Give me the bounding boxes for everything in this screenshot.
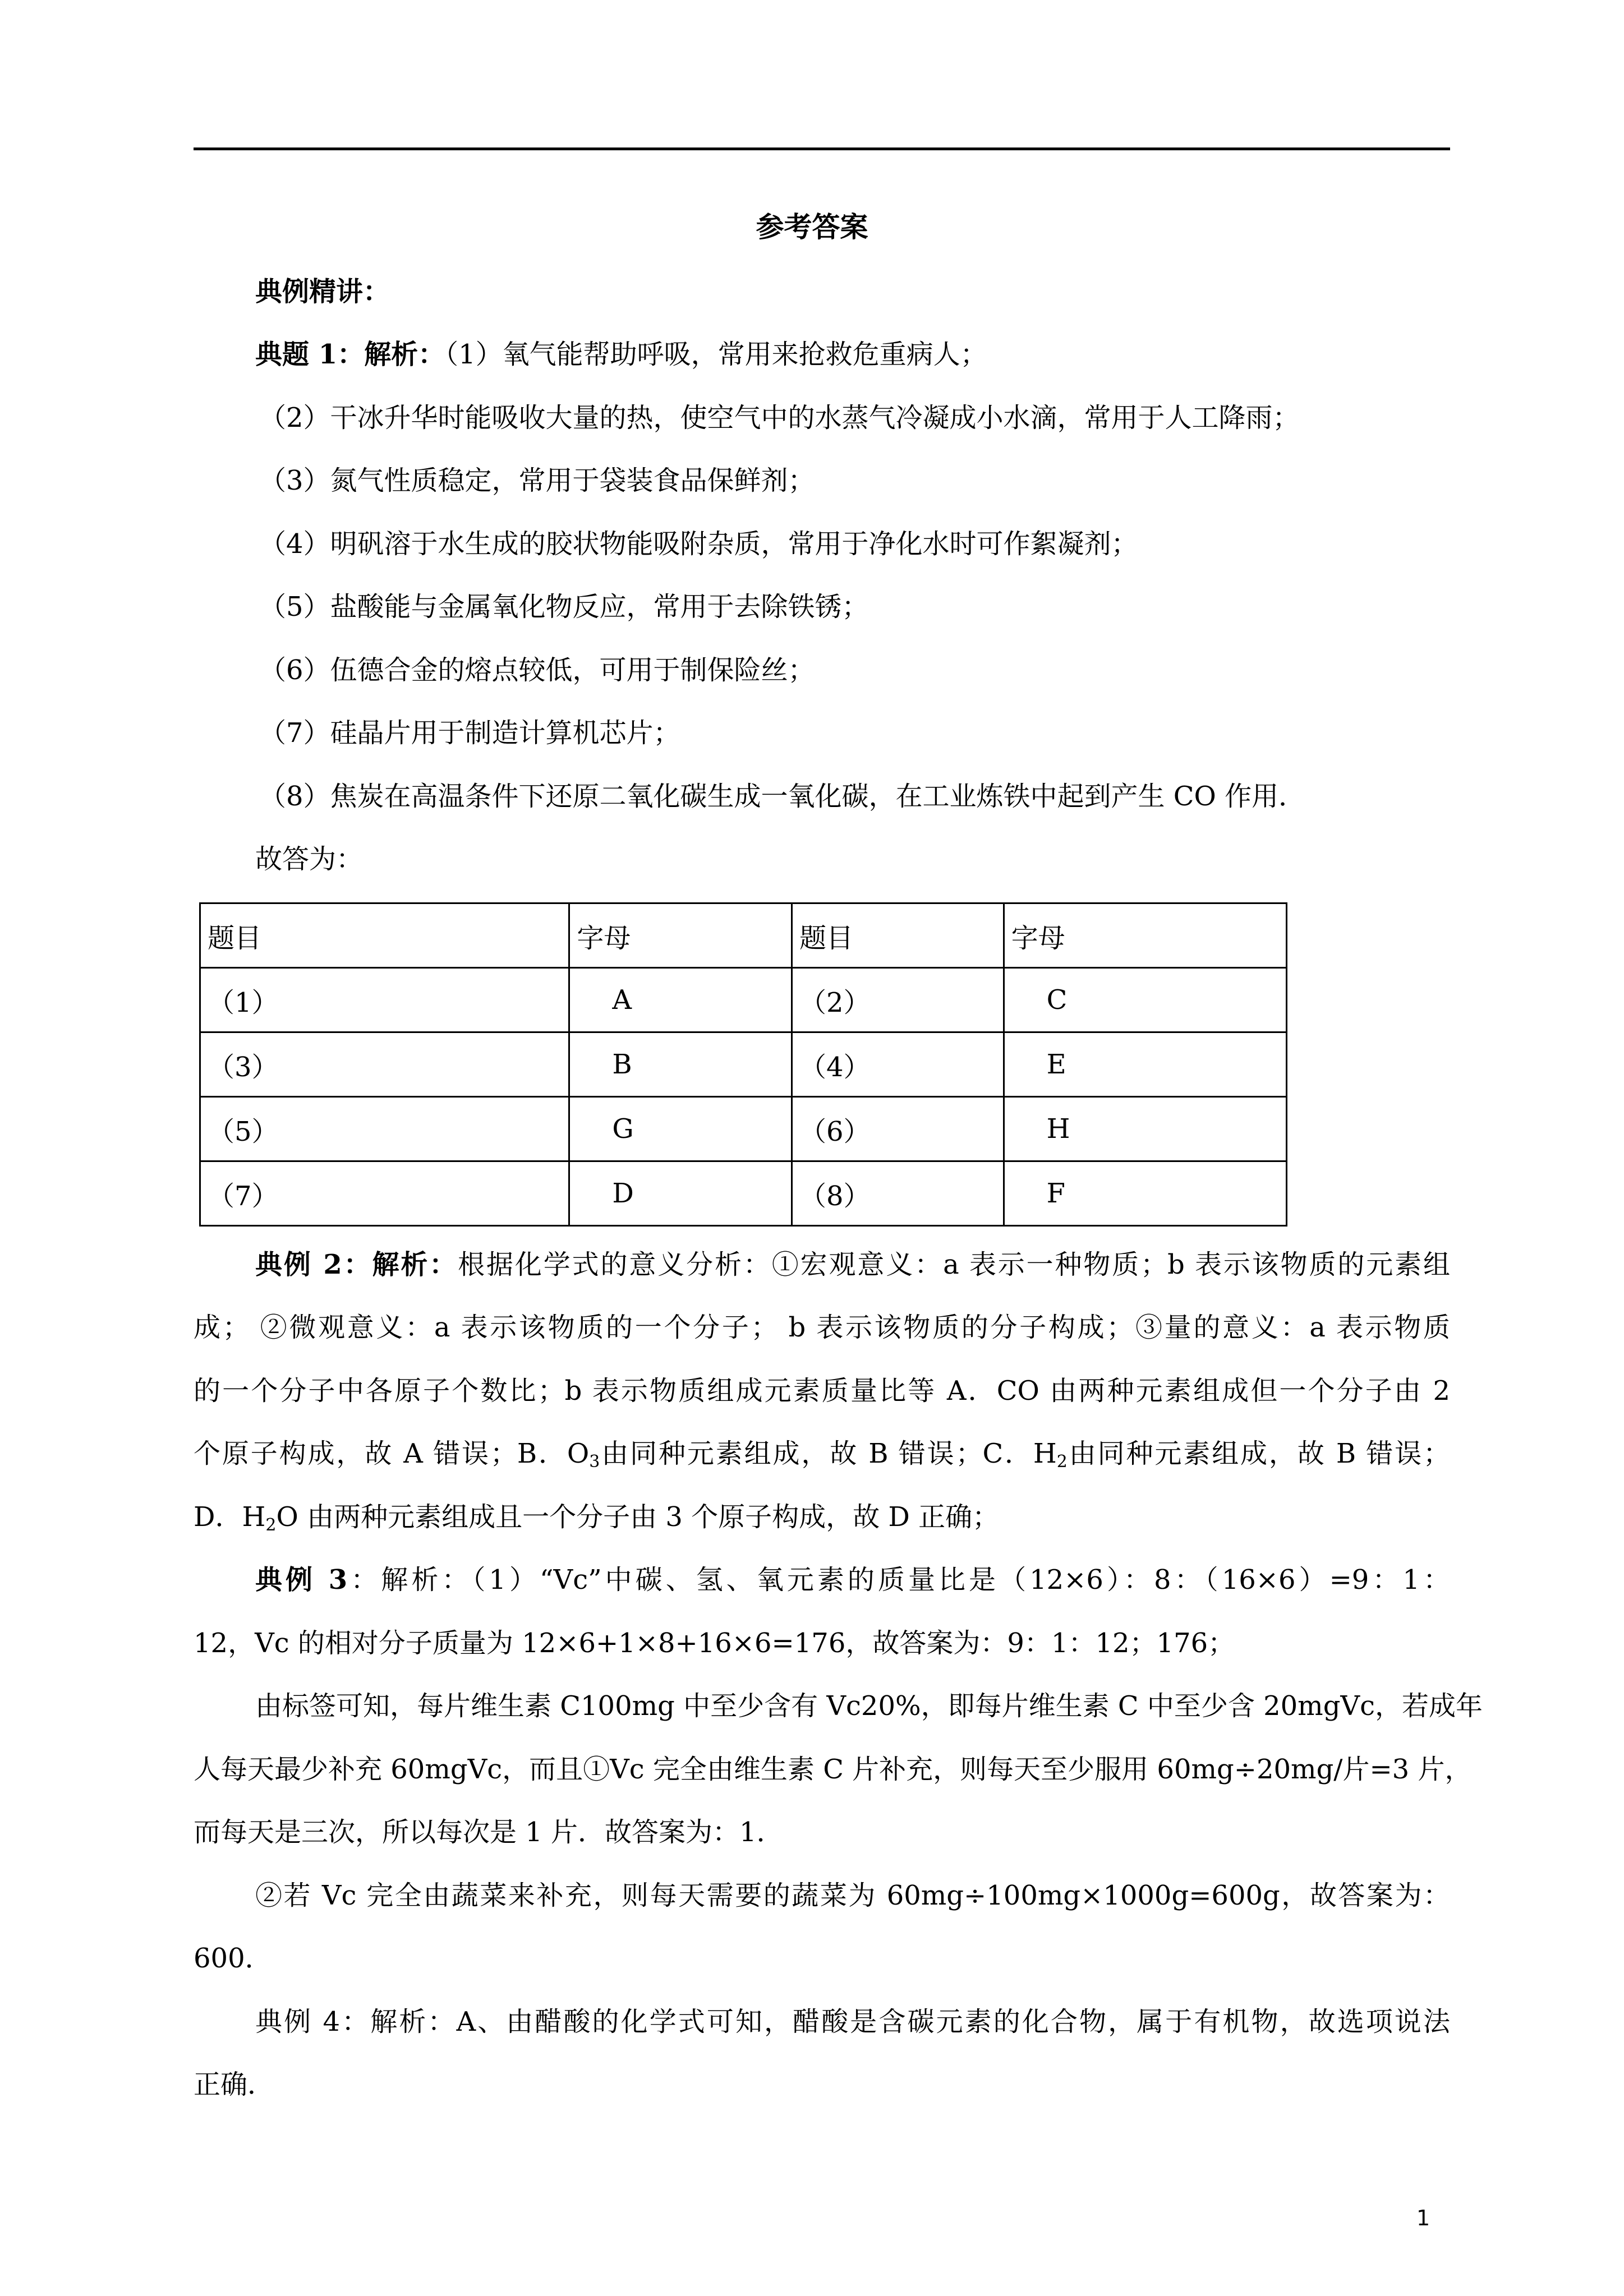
- example4-line-2: 正确．: [194, 2069, 275, 2100]
- table-row: [200, 1032, 1287, 1097]
- example2-text: 由同种元素组成，故 B 错误；C．H: [600, 1438, 1057, 1469]
- letter-cell: H: [1004, 1097, 1286, 1161]
- letter-cell: E: [1004, 1032, 1286, 1097]
- example3-line-5: 而每天是三次，所以每次是 1 片．故答案为：1．: [194, 1816, 784, 1848]
- example2-line-5: [194, 1497, 1450, 1537]
- header-rule: [194, 147, 1450, 150]
- letter-cell: A: [569, 968, 792, 1032]
- example2-line-1: [255, 1245, 1450, 1284]
- letter-cell: D: [569, 1161, 792, 1226]
- section-heading: 典例精讲：: [255, 276, 390, 307]
- example2-line-2: 成； ②微观意义：a 表示该物质的一个分子； b 表示该物质的分子构成；③量的意义：a 表示物质: [194, 1312, 1450, 1343]
- example1-first-line: [255, 335, 1450, 374]
- question-cell: （4）: [792, 1032, 1004, 1097]
- example2-text: 根据化学式的意义分析：①宏观意义：a 表示一种物质；b 表示该物质的元素组: [458, 1249, 1450, 1280]
- example2-text: 个原子构成，故 A 错误；B．O: [194, 1438, 590, 1469]
- example2-line-3: 的一个分子中各原子个数比；b 表示物质组成元素质量比等 A．CO 由两种元素组成但一个分子由 2: [194, 1375, 1450, 1407]
- example1-item-2: （2）干冰升华时能吸收大量的热，使空气中的水蒸气冷凝成小水滴，常用于人工降雨；: [259, 402, 1300, 434]
- table-header-cell: 题目: [792, 903, 1004, 968]
- table-header-cell: 题目: [200, 903, 569, 968]
- table-header-row: [200, 903, 1287, 968]
- example2-text: O 由两种元素组成且一个分子由 3 个原子构成，故 D 正确；: [276, 1501, 1000, 1533]
- example1-item-3: （3）氮气性质稳定，常用于袋装食品保鲜剂；: [259, 465, 815, 496]
- example3-text: ：解析：（1）“Vc”中碳、氢、氧元素的质量比是（12×6）：8：（16×6）=9：1：: [347, 1564, 1450, 1596]
- example1-item-1: （1）氧气能帮助呼吸，常用来抢救危重病人；: [445, 339, 987, 370]
- example3-line-3: 由标签可知，每片维生素 C100mg 中至少含有 Vc20%，即每片维生素 C 中至少含 20mgVc，若成年: [255, 1690, 1483, 1722]
- subscript: 3: [589, 1452, 600, 1472]
- letter-cell: C: [1004, 968, 1286, 1032]
- question-cell: （6）: [792, 1097, 1004, 1161]
- example3-line-4: 人每天最少补充 60mgVc，而且①Vc 完全由维生素 C 片补充，则每天至少服用 60mg÷20mg/片=3 片，: [194, 1754, 1472, 1785]
- example3-line-2: 12，Vc 的相对分子质量为 12×6+1×8+16×6=176，故答案为：9：1：12；176；: [194, 1628, 1235, 1659]
- example3-line-1: [255, 1560, 1450, 1599]
- subscript: 2: [1056, 1452, 1068, 1472]
- question-cell: （8）: [792, 1161, 1004, 1226]
- question-cell: （3）: [200, 1032, 569, 1097]
- subscript: 2: [265, 1515, 277, 1535]
- example2-text: D．H: [194, 1501, 266, 1533]
- answer-intro: 故答为：: [255, 843, 364, 875]
- example2-label: 典例 2：解析：: [255, 1249, 458, 1280]
- example1-item-4: （4）明矾溶于水生成的胶状物能吸附杂质，常用于净化水时可作絮凝剂；: [259, 528, 1138, 560]
- example1-item-5: （5）盐酸能与金属氧化物反应，常用于去除铁锈；: [259, 591, 869, 623]
- page-title: 参考答案: [756, 210, 868, 243]
- example1-item-8: （8）焦炭在高温条件下还原二氧化碳生成一氧化碳，在工业炼铁中起到产生 CO 作用．: [259, 781, 1306, 812]
- table-header-cell: 字母: [1004, 903, 1286, 968]
- example1-label: 典题 1：解析：: [255, 339, 445, 370]
- answer-table: [199, 902, 1287, 1227]
- example1-item-6: （6）伍德合金的熔点较低，可用于制保险丝；: [259, 654, 815, 686]
- table-row: [200, 1097, 1287, 1161]
- example3-line-6: ②若 Vc 完全由蔬菜来补充，则每天需要的蔬菜为 60mg÷100mg×1000g=600g，故答案为：: [255, 1880, 1450, 1911]
- example2-line-4: [194, 1434, 1450, 1473]
- example4-line-1: 典例 4：解析：A、由醋酸的化学式可知，醋酸是含碳元素的化合物，属于有机物，故选项说法: [255, 2006, 1450, 2037]
- question-cell: （5）: [200, 1097, 569, 1161]
- letter-cell: F: [1004, 1161, 1286, 1226]
- page-number: 1: [1416, 2206, 1430, 2230]
- example3-line-7: 600．: [194, 1943, 272, 1974]
- question-cell: （7）: [200, 1161, 569, 1226]
- example1-item-7: （7）硅晶片用于制造计算机芯片；: [259, 717, 680, 749]
- example2-text: 由同种元素组成，故 B 错误；: [1067, 1438, 1450, 1469]
- table-header-cell: 字母: [569, 903, 792, 968]
- table-row: [200, 968, 1287, 1032]
- letter-cell: B: [569, 1032, 792, 1097]
- question-cell: （2）: [792, 968, 1004, 1032]
- letter-cell: G: [569, 1097, 792, 1161]
- example3-label: 典例 3: [255, 1564, 348, 1596]
- table-row: [200, 1161, 1287, 1226]
- question-cell: （1）: [200, 968, 569, 1032]
